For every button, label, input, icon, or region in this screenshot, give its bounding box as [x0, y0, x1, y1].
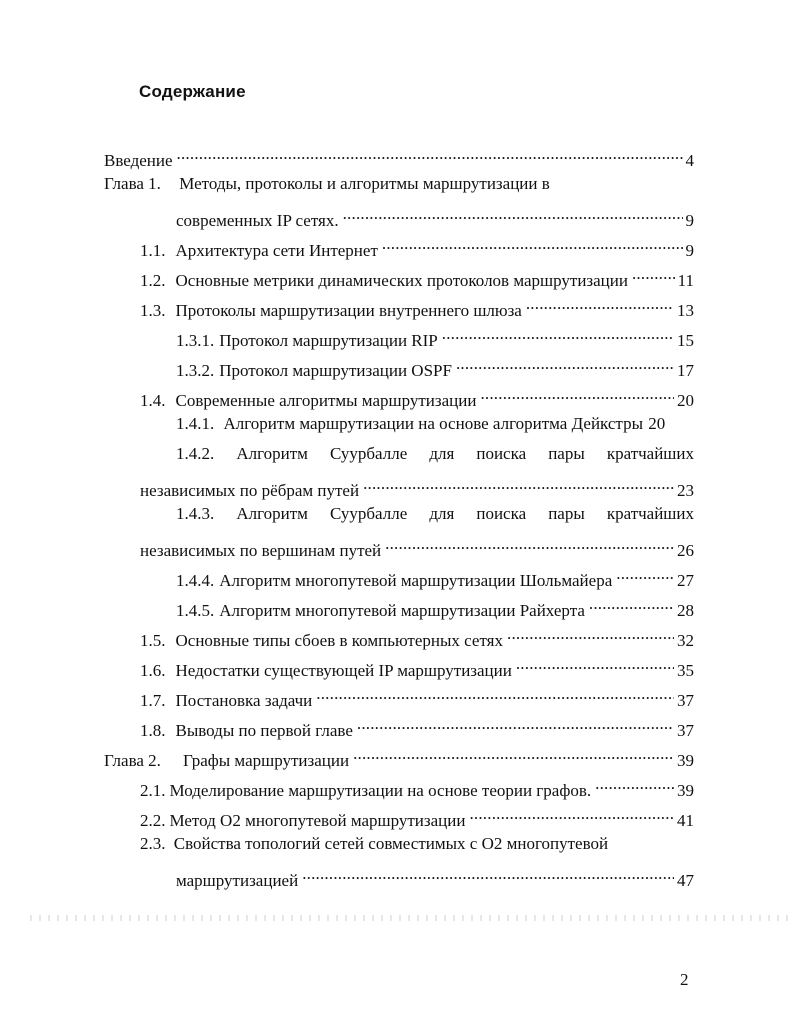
toc-entry-1-2	[140, 262, 694, 290]
toc-entry-text: Алгоритм Суурбалле для поиска пары кратчайших	[236, 444, 694, 463]
toc-entry-1-4-3-continuation	[140, 532, 694, 560]
toc-entry-text: Протокол маршрутизации OSPF	[219, 361, 452, 380]
toc-entry-1-5	[140, 622, 694, 650]
toc-entry-1-4-1	[176, 412, 665, 436]
toc-entry-number: 1.4.5.	[176, 601, 215, 620]
toc-page-number: 41	[677, 811, 694, 830]
toc-page-number: 35	[677, 661, 694, 680]
toc-page-number: 39	[677, 751, 694, 770]
toc-entry-1-4-4	[176, 562, 694, 590]
toc-page-number: 4	[685, 151, 694, 170]
toc-entry-1-8	[140, 712, 694, 740]
toc-entry-1-4	[140, 382, 694, 410]
toc-entry-1-3	[140, 292, 694, 320]
dot-leader	[382, 232, 683, 256]
toc-entry-chapter-1	[104, 172, 550, 196]
toc-entry-text: Алгоритм маршрутизации на основе алгоритма Дейкстры	[223, 414, 643, 433]
toc-page-number: 28	[677, 601, 694, 620]
toc-entry-text: Метод О2 многопутевой маршрутизации	[169, 811, 466, 830]
toc-entry-text: Алгоритм многопутевой маршрутизации Шольмайера	[219, 571, 613, 590]
toc-page-number: 9	[685, 241, 694, 260]
toc-entry-1-4-5	[176, 592, 694, 620]
toc-page-number: 20	[677, 391, 694, 410]
dot-leader	[442, 322, 674, 346]
dot-leader	[316, 682, 674, 706]
dot-leader	[177, 142, 683, 166]
toc-entry-text: Протокол маршрутизации RIP	[219, 331, 438, 350]
page-number: 2	[680, 970, 689, 989]
toc-entry-2-3	[140, 832, 608, 856]
dot-leader	[456, 352, 674, 376]
toc-entry-continuation: независимых по вершинам путей	[140, 541, 382, 560]
dot-leader	[353, 742, 674, 766]
toc-entry-text: Постановка задачи	[175, 691, 313, 710]
toc-entry-text: Моделирование маршрутизации на основе теории графов.	[169, 781, 592, 800]
toc-entry-number: 1.1.	[140, 241, 166, 260]
toc-entry-1-1	[140, 232, 694, 260]
toc-entry-number: Глава 2.	[104, 751, 161, 770]
toc-entry-number: 1.4.4.	[176, 571, 215, 590]
toc-page-number: 37	[677, 721, 694, 740]
toc-entry-1-3-2	[176, 352, 694, 380]
toc-page-number: 20	[648, 414, 666, 433]
dot-leader	[632, 262, 675, 286]
toc-entry-continuation: современных IP сетях.	[176, 211, 339, 230]
toc-entry-text: Основные типы сбоев в компьютерных сетях	[175, 631, 503, 650]
toc-page-number: 13	[677, 301, 694, 320]
toc-page-number: 9	[685, 211, 694, 230]
toc-entry-text: Недостатки существующей IP маршрутизации	[175, 661, 512, 680]
toc-entry-text: Графы маршрутизации	[182, 751, 350, 770]
toc-page-number: 32	[677, 631, 694, 650]
toc-entry-number: Глава 1.	[104, 174, 161, 193]
toc-entry-2-2	[140, 802, 694, 830]
toc-entry-number: 2.1.	[140, 781, 166, 800]
toc-page-number: 17	[677, 361, 694, 380]
toc-entry-1-4-3	[176, 502, 694, 526]
toc-entry-1-6	[140, 652, 694, 680]
toc-entry-number: 1.4.2.	[176, 444, 215, 463]
toc-entry-number: 1.3.	[140, 301, 166, 320]
toc-entry-introduction	[104, 142, 694, 170]
toc-entry-text: Алгоритм многопутевой маршрутизации Райхерта	[219, 601, 585, 620]
page-title: Содержание	[139, 82, 246, 101]
dot-leader	[595, 772, 674, 796]
toc-entry-continuation: маршрутизацией	[176, 871, 299, 890]
toc-entry-2-3-continuation	[176, 862, 694, 890]
scan-artifact-line	[30, 915, 790, 921]
toc-entry-1-4-2	[176, 442, 694, 466]
toc-entry-text: Методы, протоколы и алгоритмы маршрутизации в	[179, 174, 550, 193]
dot-leader	[480, 382, 674, 406]
toc-page-number: 11	[677, 271, 694, 290]
toc-entry-number: 1.4.	[140, 391, 166, 410]
dot-leader	[516, 652, 674, 676]
toc-entry-text: Протоколы маршрутизации внутреннего шлюза	[175, 301, 522, 320]
dot-leader	[363, 472, 674, 496]
toc-page-number: 27	[677, 571, 694, 590]
toc-entry-text: Современные алгоритмы маршрутизации	[175, 391, 477, 410]
toc-page-number: 26	[677, 541, 694, 560]
toc-entry-number: 2.2.	[140, 811, 166, 830]
toc-entry-text: Свойства топологий сетей совместимых с О2 многопутевой	[173, 834, 609, 853]
toc-entry-1-4-2-continuation	[140, 472, 694, 500]
toc-page-number: 39	[677, 781, 694, 800]
toc-entry-number: 1.3.1.	[176, 331, 215, 350]
toc-entry-number: 1.6.	[140, 661, 166, 680]
toc-entry-continuation: независимых по рёбрам путей	[140, 481, 360, 500]
toc-entry-number: 1.4.1.	[176, 414, 215, 433]
toc-page-number: 23	[677, 481, 694, 500]
toc-entry-number: 1.4.3.	[176, 504, 215, 523]
dot-leader	[343, 202, 683, 226]
dot-leader	[589, 592, 674, 616]
dot-leader	[385, 532, 674, 556]
toc-page-number: 47	[677, 871, 694, 890]
dot-leader	[469, 802, 674, 826]
dot-leader	[302, 862, 674, 886]
toc-entry-chapter-1-continuation	[176, 202, 694, 230]
toc-entry-number: 2.3.	[140, 834, 166, 853]
toc-entry-text: Архитектура сети Интернет	[175, 241, 378, 260]
dot-leader	[616, 562, 674, 586]
toc-entry-text: Основные метрики динамических протоколов маршрутизации	[175, 271, 628, 290]
toc-entry-number: 1.3.2.	[176, 361, 215, 380]
toc-entry-text: Алгоритм Суурбалле для поиска пары кратчайших	[236, 504, 694, 523]
toc-entry-chapter-2	[104, 742, 694, 770]
toc-entry-number: 1.7.	[140, 691, 166, 710]
toc-entry-2-1	[140, 772, 694, 800]
toc-entry-number: 1.8.	[140, 721, 166, 740]
dot-leader	[507, 622, 674, 646]
toc-entry-number: 1.2.	[140, 271, 166, 290]
toc-page-number: 37	[677, 691, 694, 710]
toc-entry-text: Выводы по первой главе	[175, 721, 353, 740]
dot-leader	[357, 712, 674, 736]
toc-entry-1-7	[140, 682, 694, 710]
toc-page-number: 15	[677, 331, 694, 350]
toc-entry-number: 1.5.	[140, 631, 166, 650]
dot-leader	[526, 292, 674, 316]
toc-entry-1-3-1	[176, 322, 694, 350]
toc-entry-text: Введение	[104, 151, 173, 170]
